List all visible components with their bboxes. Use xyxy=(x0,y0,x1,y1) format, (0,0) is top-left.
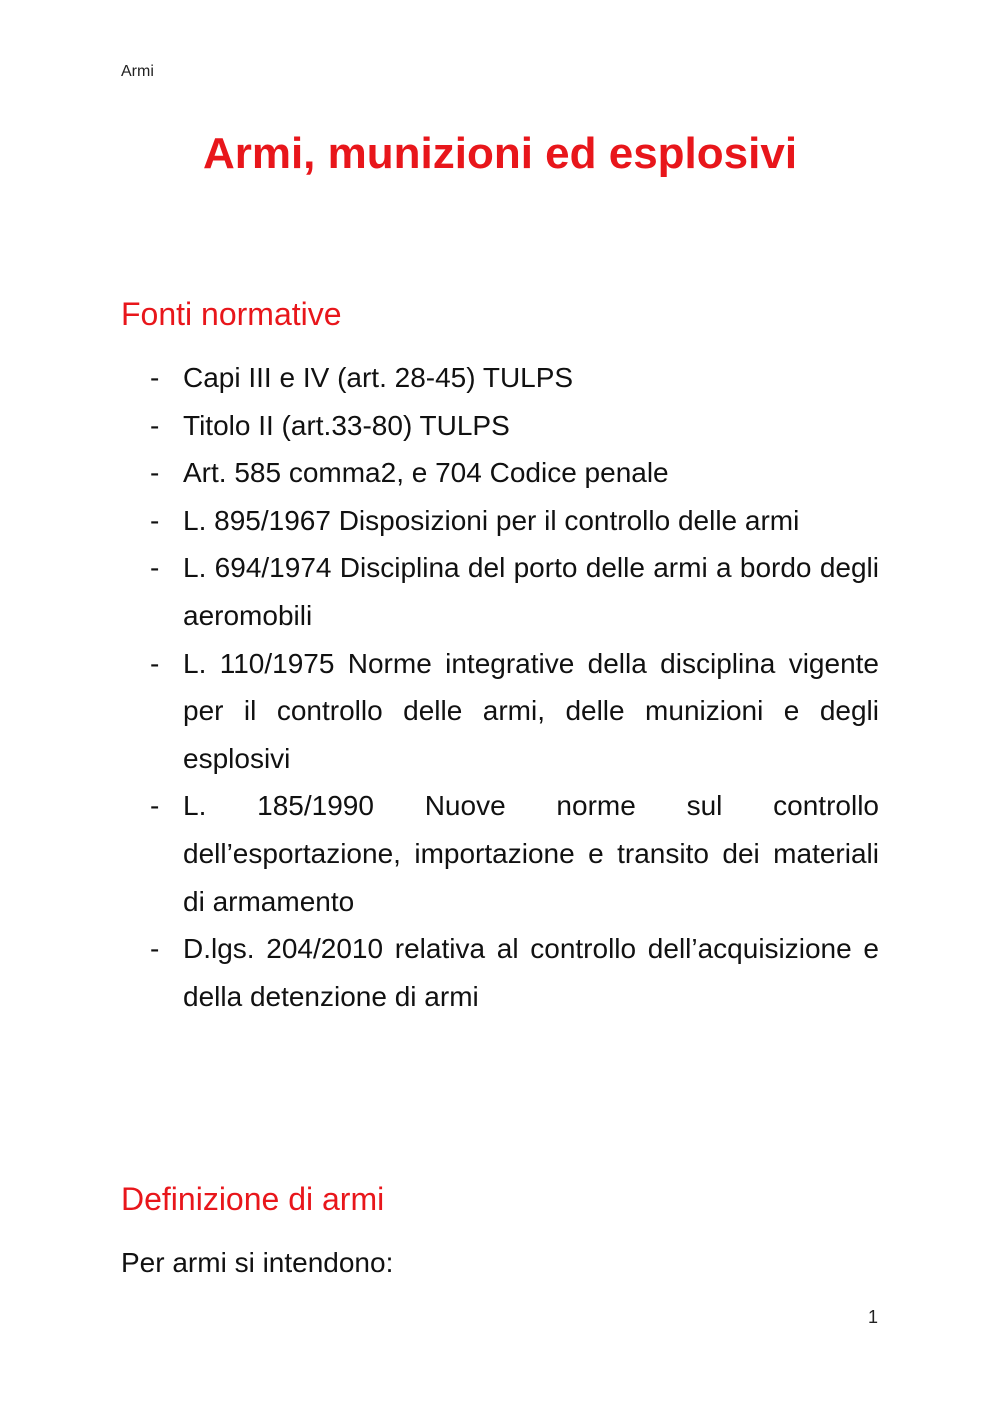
list-item-text: D.lgs. 204/2010 relativa al controllo dell’acquisizione e della detenzione di armi xyxy=(183,933,879,1012)
list-item xyxy=(150,402,879,450)
list-item xyxy=(150,497,879,545)
list-item-text: L. 110/1975 Norme integrative della disciplina vigente per il controllo delle armi, delle munizioni e degli esplosivi xyxy=(183,647,879,774)
list-item-text: Capi III e IV (art. 28-45) TULPS xyxy=(183,362,574,393)
list-item-text: L. 895/1967 Disposizioni per il controllo delle armi xyxy=(183,504,800,536)
list-item xyxy=(150,544,879,639)
list-item-text: L. 694/1974 Disciplina del porto delle armi a bordo degli aeromobili xyxy=(183,552,879,631)
list-item xyxy=(150,782,879,925)
list-dash: - xyxy=(150,647,160,679)
list-dash: - xyxy=(150,552,160,584)
section-heading-definizione-di-armi: Definizione di armi xyxy=(121,1181,385,1217)
list-dash: - xyxy=(150,409,160,441)
sources-list xyxy=(150,354,879,1020)
running-header: Armi xyxy=(121,63,154,80)
list-item xyxy=(150,354,879,402)
list-item-text: Titolo II (art.33-80) TULPS xyxy=(183,409,510,441)
list-dash: - xyxy=(150,457,160,489)
definition-intro-text: Per armi si intendono: xyxy=(121,1247,394,1278)
list-item xyxy=(150,640,879,783)
list-item-text: Art. 585 comma2, e 704 Codice penale xyxy=(183,457,669,489)
list-item-text: L. 185/1990 Nuove norme sul controllo dell’esportazione, importazione e transito dei materiali di armamento xyxy=(183,790,879,917)
section-heading-fonti-normative: Fonti normative xyxy=(121,296,342,332)
list-item xyxy=(150,449,879,497)
list-item xyxy=(150,925,879,1020)
list-dash: - xyxy=(150,362,160,393)
list-dash: - xyxy=(150,504,160,536)
document-title: Armi, munizioni ed esplosivi xyxy=(202,129,798,178)
page-number: 1 xyxy=(867,1307,878,1327)
list-dash: - xyxy=(150,933,160,965)
list-dash: - xyxy=(150,790,160,822)
